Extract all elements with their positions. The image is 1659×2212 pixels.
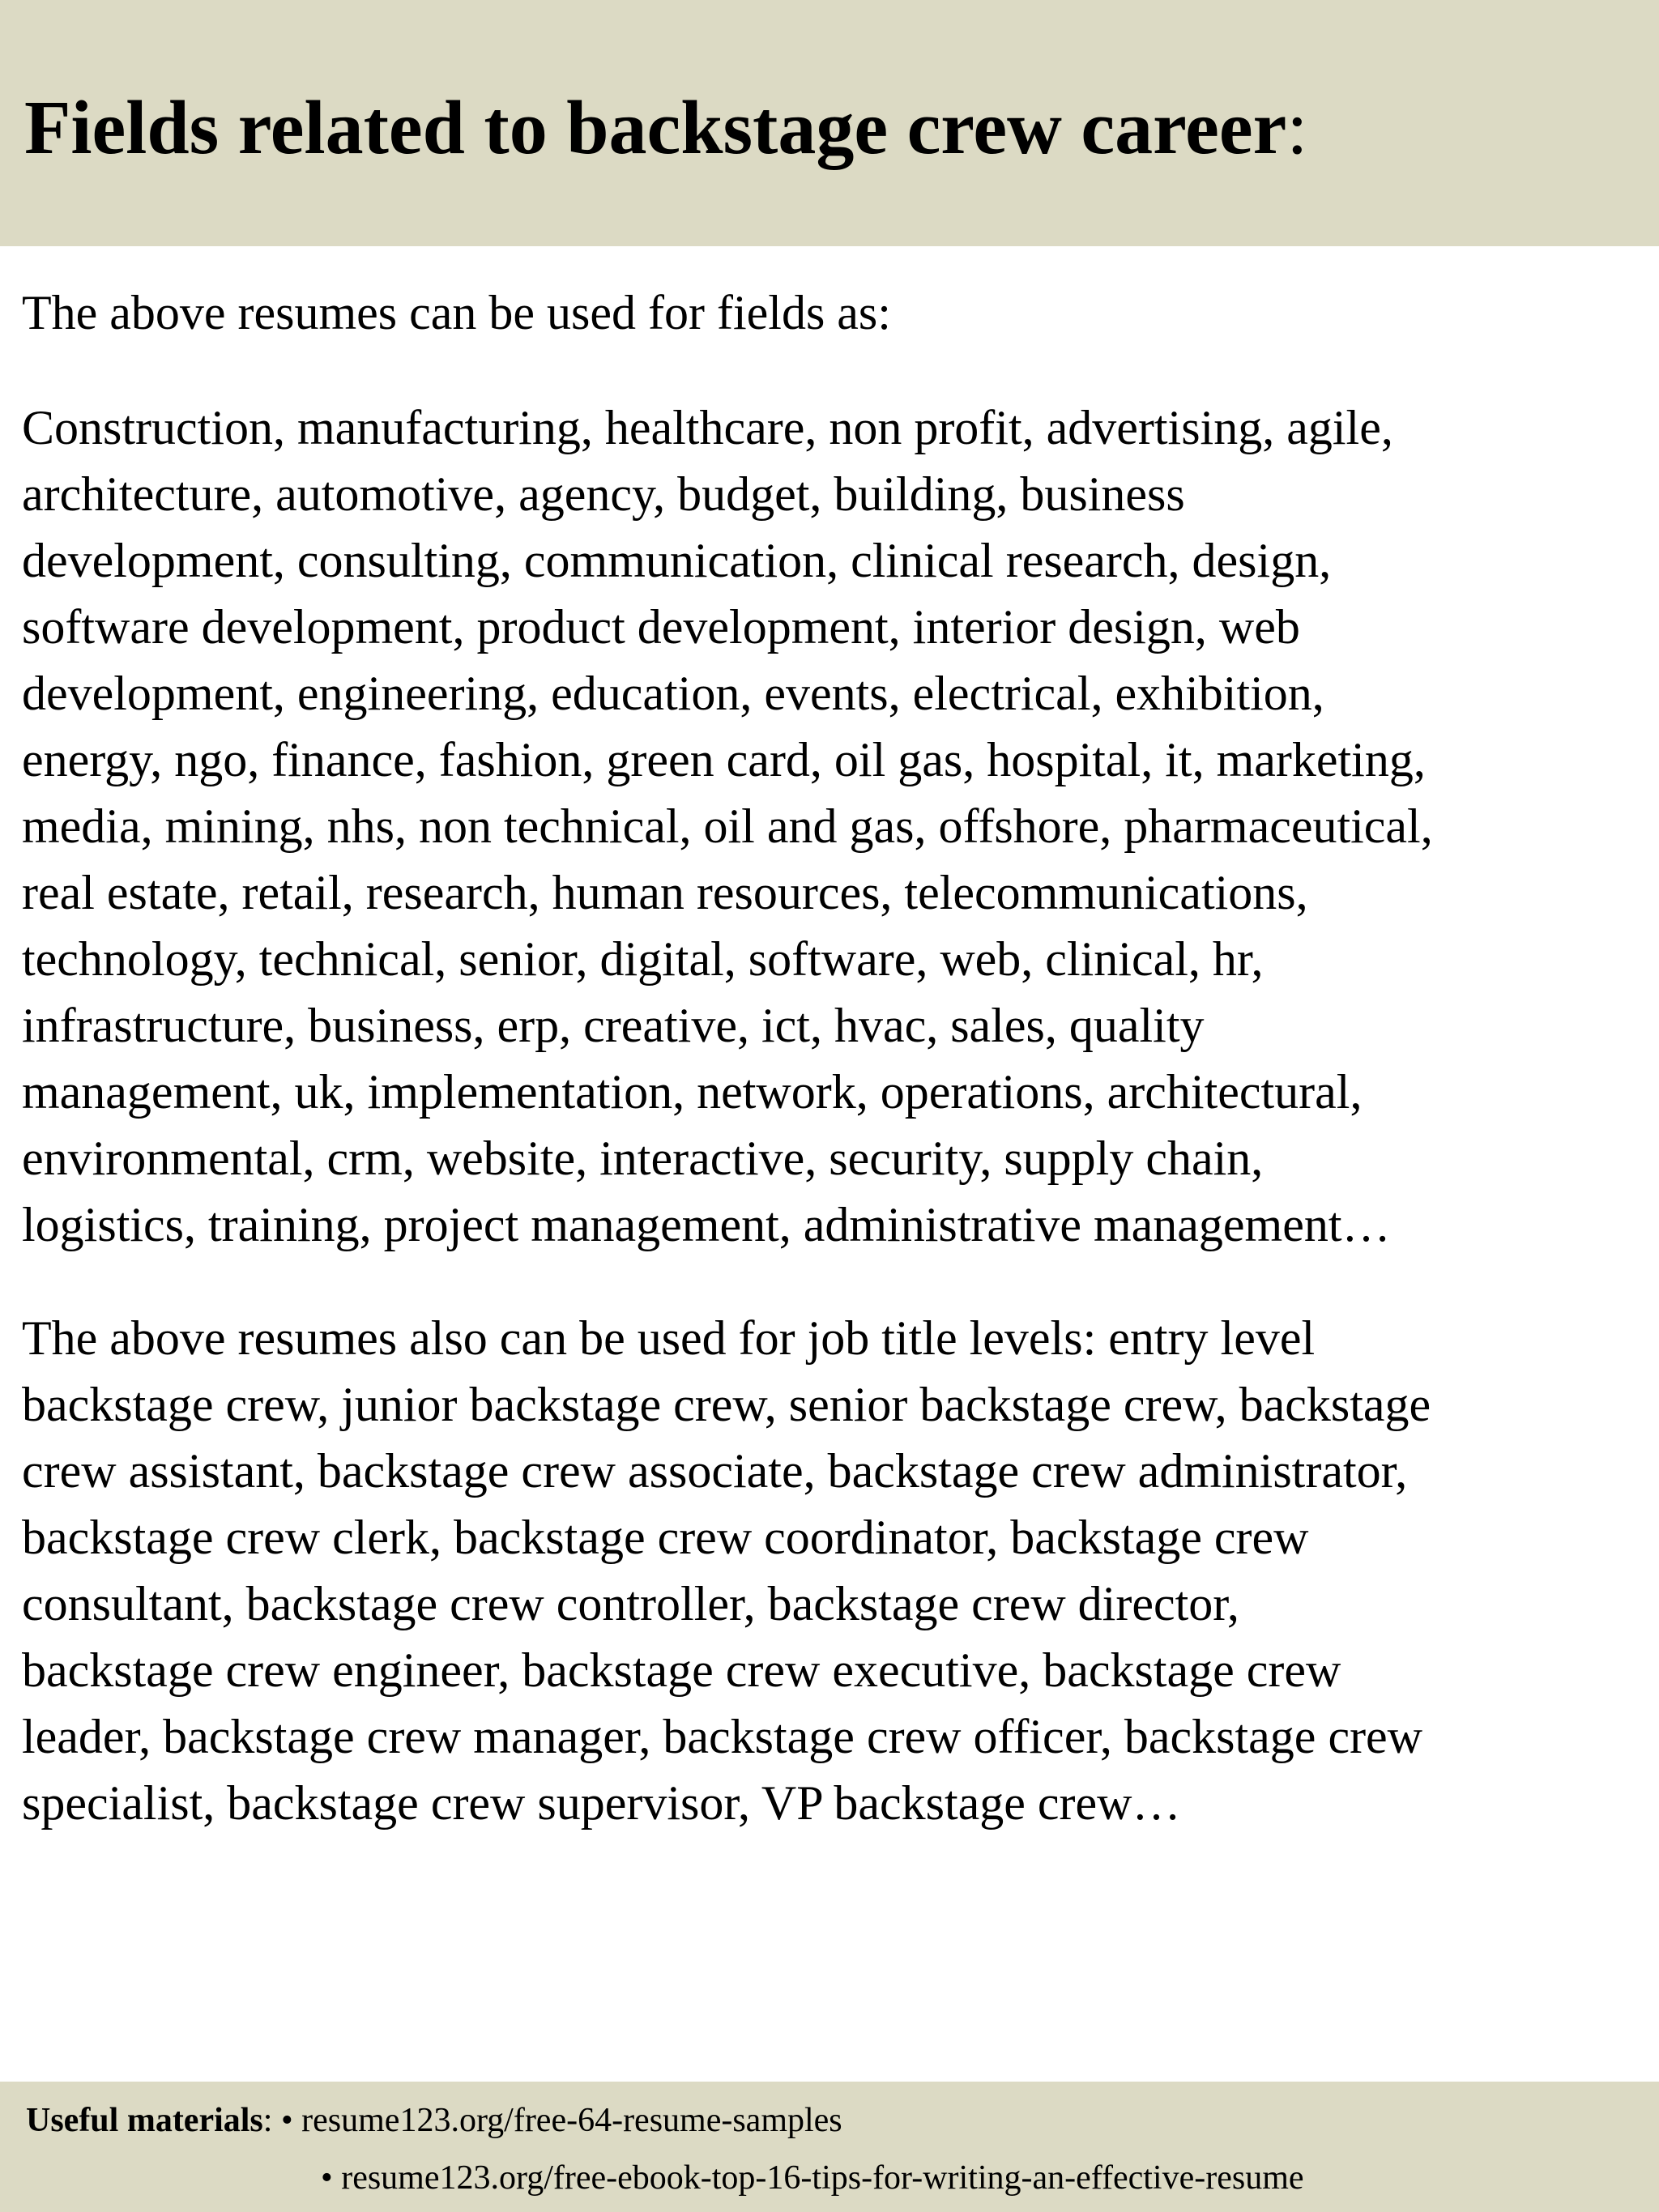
fields-line: software development, product development, interior design, web xyxy=(22,600,1300,654)
levels-line: The above resumes also can be used for job title levels: entry level xyxy=(22,1311,1316,1365)
useful-materials-separator: : xyxy=(262,2102,281,2139)
resource-link-ebook[interactable]: • resume123.org/free-ebook-top-16-tips-for-writing-an-effective-resume xyxy=(321,2159,1304,2197)
levels-line: backstage crew clerk, backstage crew coordinator, backstage crew xyxy=(22,1511,1309,1564)
page-title xyxy=(24,79,1307,177)
fields-line: development, engineering, education, events, electrical, exhibition, xyxy=(22,667,1324,720)
levels-line: leader, backstage crew manager, backstage crew officer, backstage crew xyxy=(22,1710,1423,1763)
page-title-text: Fields related to backstage crew career xyxy=(24,86,1287,170)
useful-materials-label: Useful materials xyxy=(26,2102,263,2139)
fields-line: architecture, automotive, agency, budget, building, business xyxy=(22,467,1185,521)
main-content xyxy=(22,279,1642,1836)
levels-line: backstage crew engineer, backstage crew executive, backstage crew xyxy=(22,1643,1341,1697)
fields-paragraph xyxy=(22,394,1642,1258)
intro-text: The above resumes can be used for fields as: xyxy=(22,286,891,339)
fields-line: logistics, training, project management, administrative management… xyxy=(22,1198,1391,1251)
levels-line: consultant, backstage crew controller, backstage crew director, xyxy=(22,1577,1239,1630)
useful-materials-row-2 xyxy=(321,2155,1304,2201)
fields-line: environmental, crm, website, interactive, security, supply chain, xyxy=(22,1132,1264,1185)
job-levels-paragraph xyxy=(22,1305,1642,1836)
page-title-colon: : xyxy=(1286,86,1308,170)
fields-line: infrastructure, business, erp, creative, ict, hvac, sales, quality xyxy=(22,999,1205,1052)
fields-line: real estate, retail, research, human resources, telecommunications, xyxy=(22,866,1308,919)
levels-line: crew assistant, backstage crew associate, backstage crew administrator, xyxy=(22,1444,1408,1498)
useful-materials-row xyxy=(26,2098,842,2143)
fields-line: development, consulting, communication, clinical research, design, xyxy=(22,534,1332,587)
levels-line: specialist, backstage crew supervisor, VP backstage crew… xyxy=(22,1776,1181,1830)
fields-line: Construction, manufacturing, healthcare, non profit, advertising, agile, xyxy=(22,401,1393,454)
fields-line: technology, technical, senior, digital, software, web, clinical, hr, xyxy=(22,932,1264,986)
fields-line: media, mining, nhs, non technical, oil and gas, offshore, pharmaceutical, xyxy=(22,799,1433,853)
resource-link-samples[interactable]: • resume123.org/free-64-resume-samples xyxy=(280,2102,842,2139)
fields-line: energy, ngo, finance, fashion, green card, oil gas, hospital, it, marketing, xyxy=(22,733,1426,786)
levels-line: backstage crew, junior backstage crew, senior backstage crew, backstage xyxy=(22,1378,1431,1431)
header-band xyxy=(0,0,1659,246)
fields-line: management, uk, implementation, network, operations, architectural, xyxy=(22,1065,1363,1119)
